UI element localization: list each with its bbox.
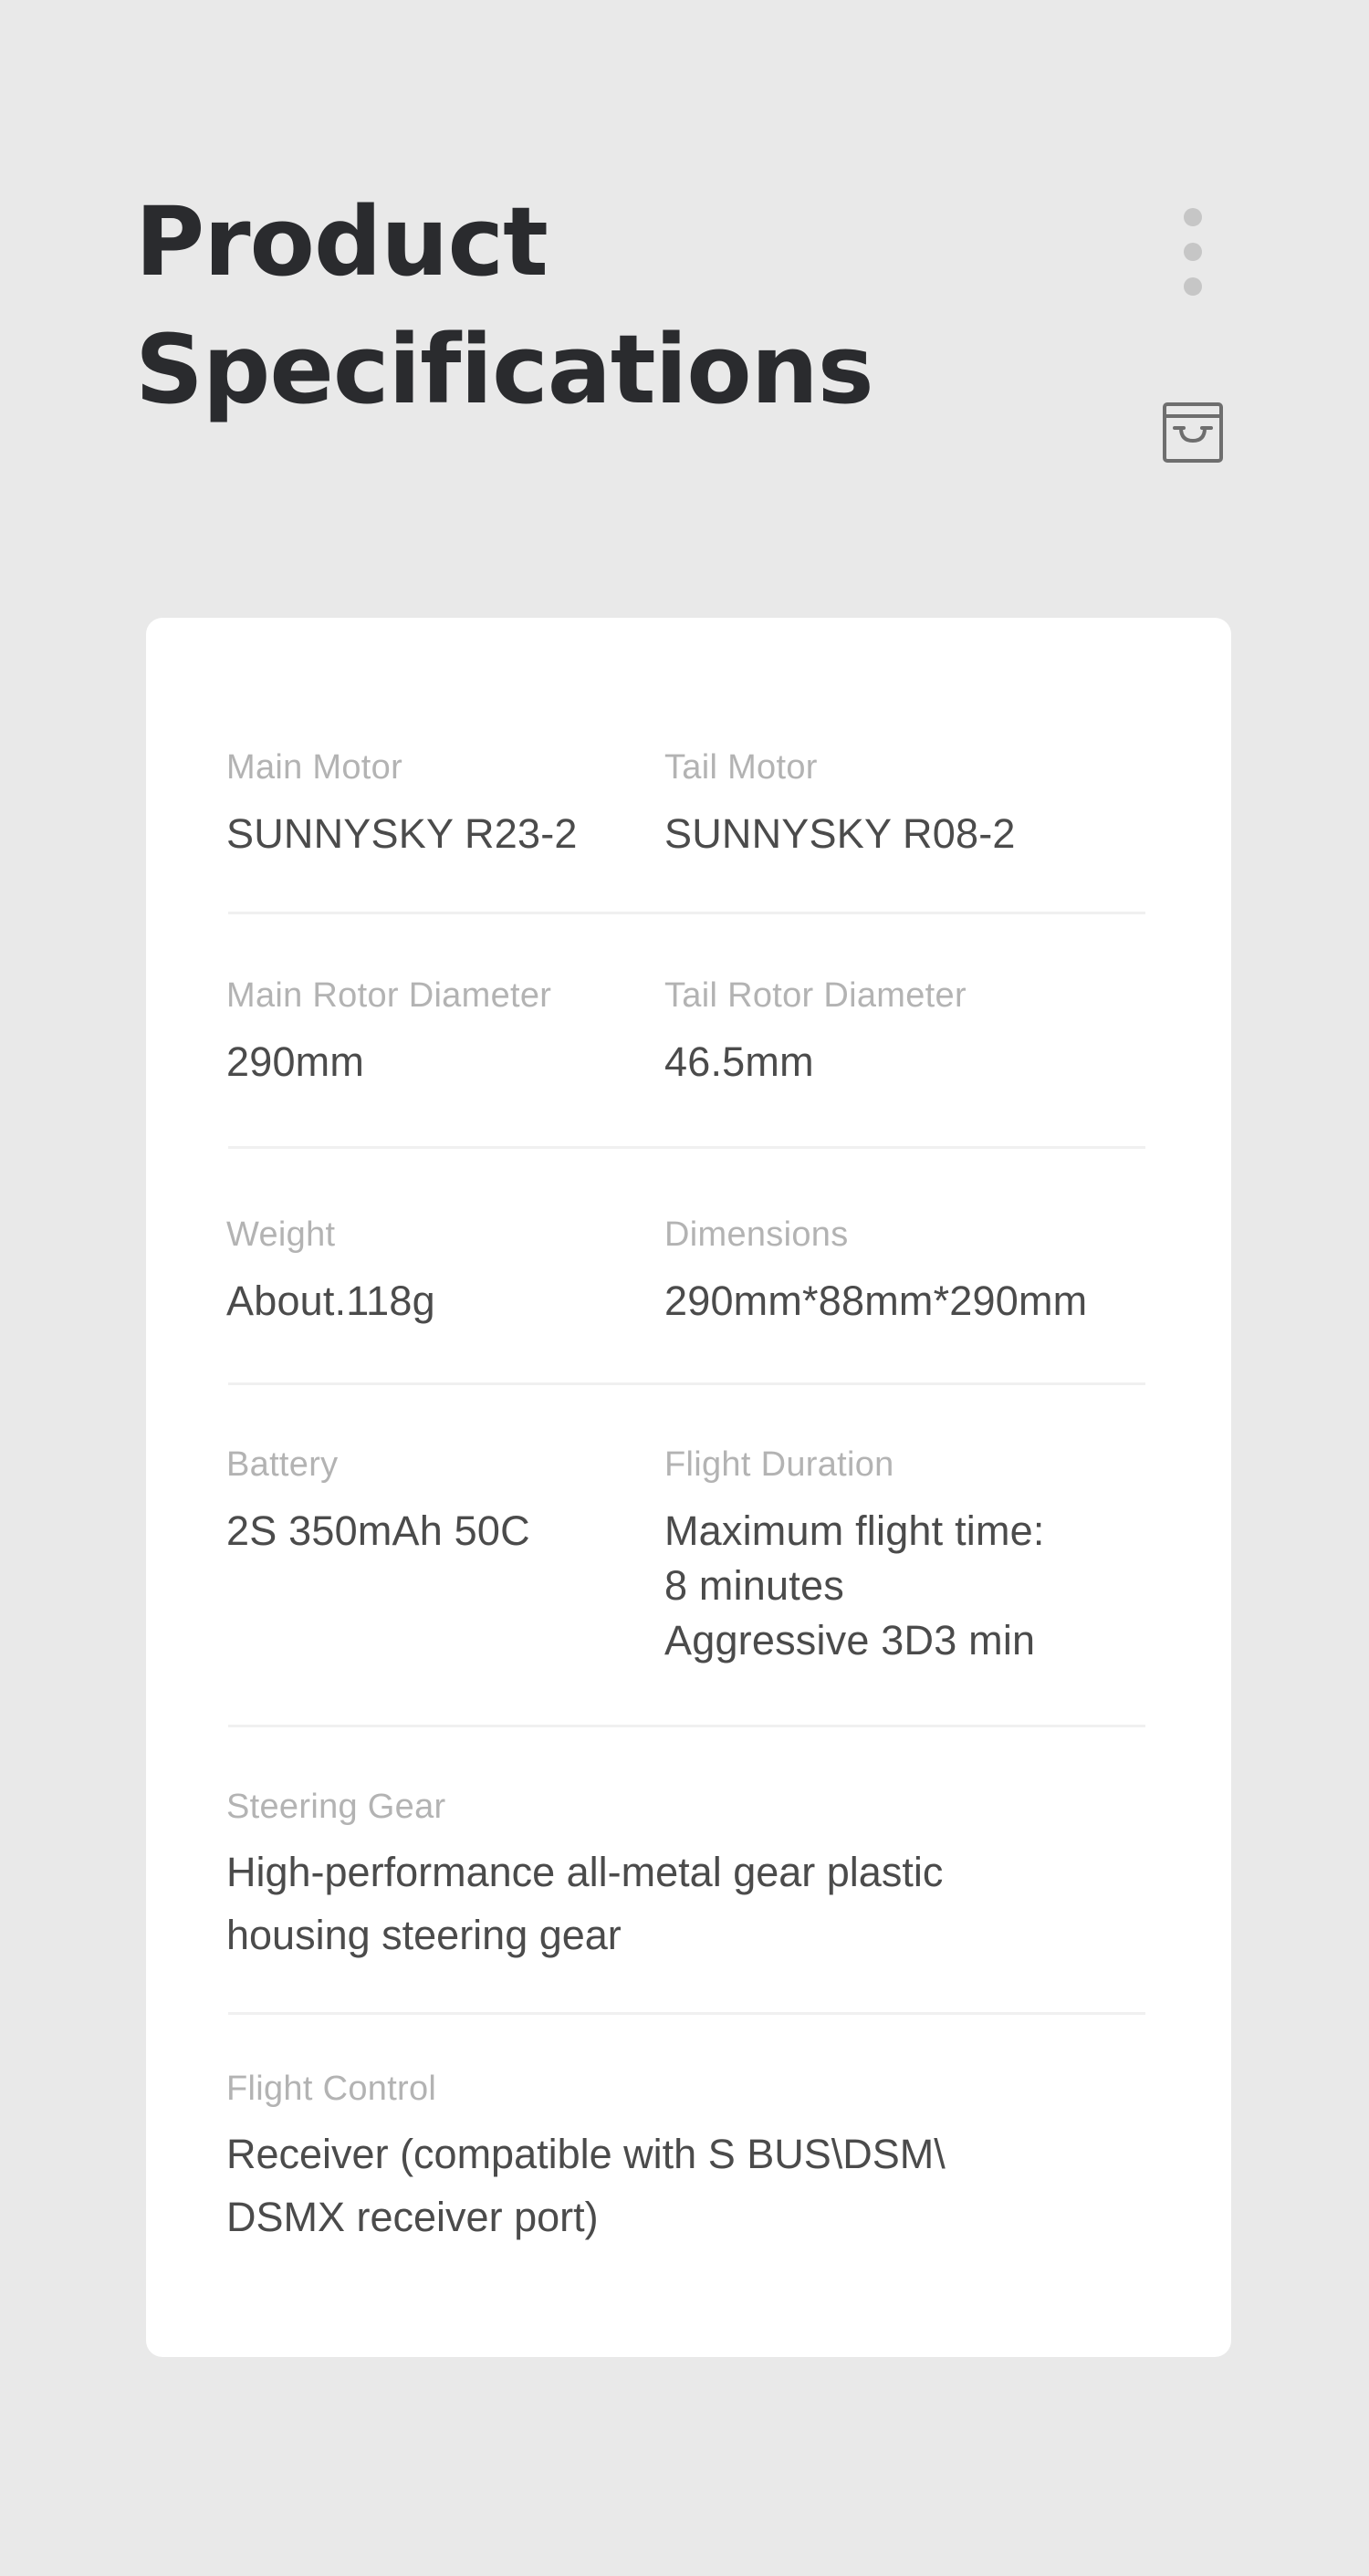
spec-value-line: DSMX receiver port) <box>226 2194 599 2240</box>
spec-value: 2S 350mAh 50C <box>226 1507 530 1554</box>
spec-weight <box>226 1214 435 1329</box>
more-vertical-icon-dot <box>1184 277 1202 296</box>
more-options-button[interactable] <box>1177 208 1208 296</box>
spec-label: Flight Control <box>226 2070 437 2108</box>
spec-label: Weight <box>226 1215 336 1254</box>
spec-label: Tail Rotor Diameter <box>664 976 967 1015</box>
spec-value-line: 8 minutes <box>664 1562 844 1609</box>
spec-label: Main Rotor Diameter <box>226 976 552 1015</box>
spec-value <box>664 1504 1045 1668</box>
more-vertical-icon <box>1184 208 1202 226</box>
spec-value-line: High-performance all-metal gear plastic <box>226 1849 944 1895</box>
page-title <box>135 178 873 433</box>
page-title-line1: Product <box>135 186 548 297</box>
shopping-bag-icon <box>1161 401 1225 464</box>
spec-flight-control <box>226 2068 946 2248</box>
spec-value-line: Aggressive 3D3 min <box>664 1617 1036 1663</box>
more-vertical-icon-dot <box>1184 243 1202 261</box>
spec-dimensions <box>664 1214 1087 1329</box>
spec-value: 46.5mm <box>664 1038 814 1085</box>
spec-value <box>226 2122 946 2248</box>
spec-value-line: Receiver (compatible with S BUS\DSM\ <box>226 2131 946 2177</box>
spec-label: Steering Gear <box>226 1788 446 1826</box>
spec-label: Main Motor <box>226 748 403 787</box>
shopping-bag-button[interactable] <box>1161 401 1225 464</box>
spec-value-line: housing steering gear <box>226 1912 622 1958</box>
spec-flight-duration <box>664 1444 1045 1668</box>
spec-label: Flight Duration <box>664 1445 894 1484</box>
spec-battery <box>226 1444 530 1559</box>
spec-steering-gear <box>226 1786 943 1966</box>
spec-tail-motor <box>664 746 1016 861</box>
spec-label: Battery <box>226 1445 339 1484</box>
spec-value: 290mm <box>226 1038 365 1085</box>
divider <box>228 1146 1145 1149</box>
spec-value <box>226 1841 943 1966</box>
spec-value: About.118g <box>226 1278 435 1324</box>
spec-main-rotor-diameter <box>226 975 551 1090</box>
specs-card <box>146 618 1231 2357</box>
spec-label: Tail Motor <box>664 748 818 787</box>
divider <box>228 1382 1145 1385</box>
divider <box>228 2012 1145 2015</box>
spec-value-line: Maximum flight time: <box>664 1507 1045 1554</box>
page-title-line2: Specifications <box>135 314 873 425</box>
divider <box>228 912 1145 914</box>
spec-tail-rotor-diameter <box>664 975 967 1090</box>
spec-value: SUNNYSKY R23-2 <box>226 810 578 857</box>
spec-label: Dimensions <box>664 1215 849 1254</box>
spec-value: SUNNYSKY R08-2 <box>664 810 1016 857</box>
spec-value: 290mm*88mm*290mm <box>664 1278 1088 1324</box>
divider <box>228 1725 1145 1727</box>
spec-main-motor <box>226 746 578 861</box>
